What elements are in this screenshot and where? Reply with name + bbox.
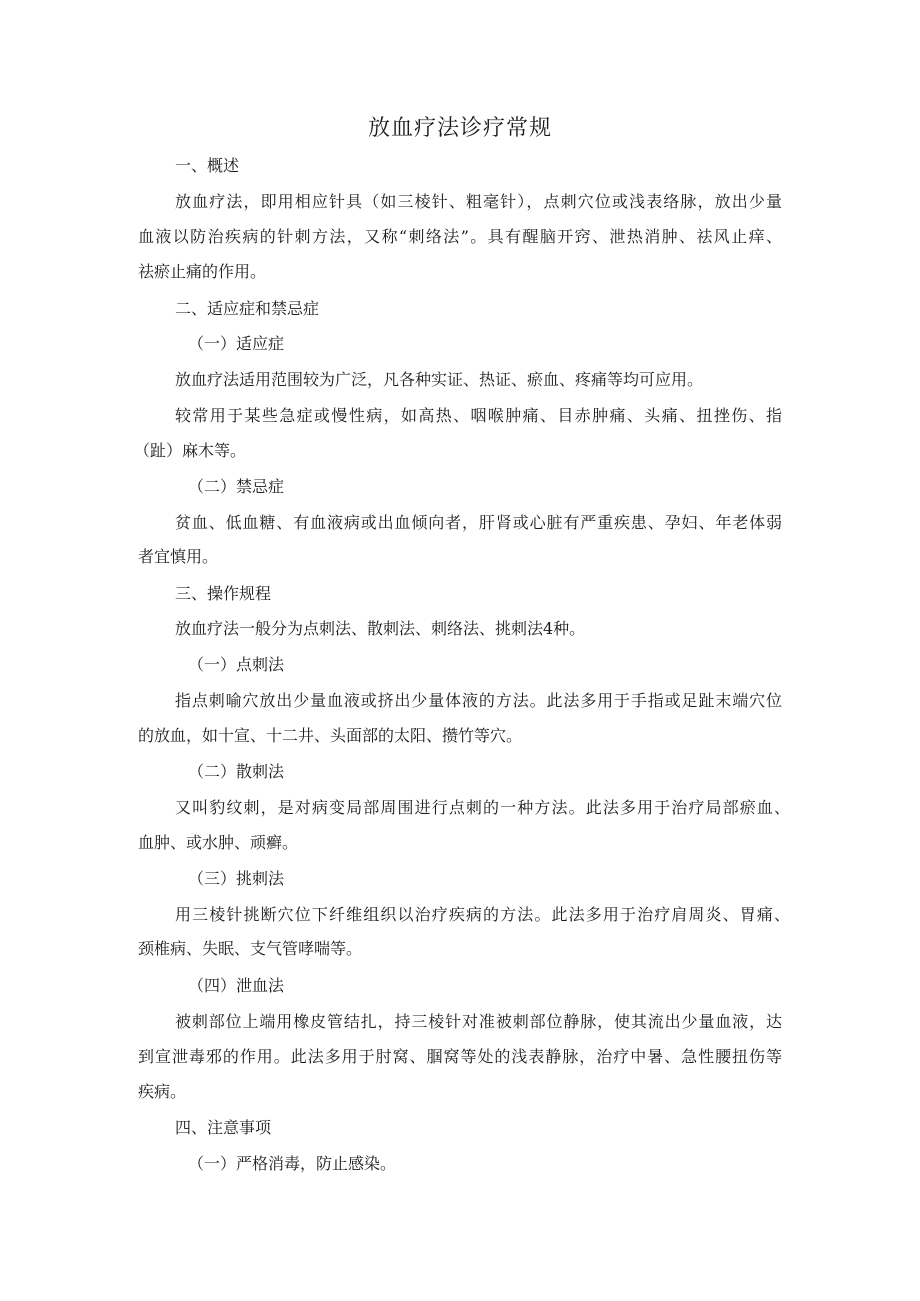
subsection-heading: （四）泄血法 <box>188 976 285 995</box>
paragraph-line: 放血疗法一般分为点刺法、散刺法、刺络法、挑刺法4种。 <box>175 619 586 638</box>
paragraph-line: 颈椎病、失眠、支气管哮喘等。 <box>138 939 363 958</box>
paragraph-line: 较常用于某些急症或慢性病，如高热、咽喉肿痛、目赤肿痛、头痛、扭挫伤、指 <box>175 406 782 425</box>
subsection-heading: （二）散刺法 <box>188 762 285 781</box>
subsection-heading: （三）挑刺法 <box>188 869 285 888</box>
paragraph-line: 到宣泄毒邪的作用。此法多用于肘窝、腘窝等处的浅表静脉，治疗中暑、急性腰扭伤等 <box>138 1047 782 1066</box>
paragraph-line: 的放血，如十宣、十二井、头面部的太阳、攒竹等穴。 <box>138 726 523 745</box>
section-heading-indications: 二、适应症和禁忌症 <box>175 299 320 318</box>
paragraph-line: 疾病。 <box>138 1082 187 1101</box>
section-heading-precautions: 四、注意事项 <box>175 1118 272 1137</box>
document-title: 放血疗法诊疗常规 <box>367 116 552 141</box>
section-heading-overview: 一、概述 <box>175 156 240 175</box>
paragraph-line: 祛瘀止痛的作用。 <box>138 262 267 281</box>
paragraph-line: 贫血、低血糖、有血液病或出血倾向者，肝肾或心脏有严重疾患、孕妇、年老体弱 <box>175 513 782 532</box>
subsection-heading: （二）禁忌症 <box>188 477 285 496</box>
section-heading-procedure: 三、操作规程 <box>175 584 272 603</box>
subsection-heading: （一）点刺法 <box>188 655 285 674</box>
paragraph-line: 被刺部位上端用橡皮管结扎，持三棱针对准被刺部位静脉，使其流出少量血液，达 <box>175 1012 782 1031</box>
subsection-heading: （一）严格消毒，防止感染。 <box>188 1154 397 1173</box>
paragraph-line: 用三棱针挑断穴位下纤维组织以治疗疾病的方法。此法多用于治疗肩周炎、胃痛、 <box>175 905 790 924</box>
paragraph-line: （趾）麻木等。 <box>134 441 247 460</box>
paragraph-line: 又叫豹纹刺，是对病变局部周围进行点刺的一种方法。此法多用于治疗局部瘀血、 <box>175 798 790 817</box>
paragraph-line: 者宜慎用。 <box>138 547 219 566</box>
paragraph-line: 放血疗法，即用相应针具（如三棱针、粗毫针），点刺穴位或浅表络脉，放出少量 <box>175 192 782 211</box>
paragraph-line: 血液以防治疾病的针刺方法，又称“刺络法”。具有醒脑开窍、泄热消肿、祛风止痒、 <box>138 227 782 246</box>
paragraph-line: 放血疗法适用范围较为广泛，凡各种实证、热证、瘀血、疼痛等均可应用。 <box>175 370 704 389</box>
paragraph-line: 血肿、或水肿、顽癣。 <box>138 833 299 852</box>
subsection-heading: （一）适应症 <box>188 334 285 353</box>
paragraph-line: 指点刺喻穴放出少量血液或挤出少量体液的方法。此法多用于手指或足趾末端穴位 <box>175 691 782 710</box>
